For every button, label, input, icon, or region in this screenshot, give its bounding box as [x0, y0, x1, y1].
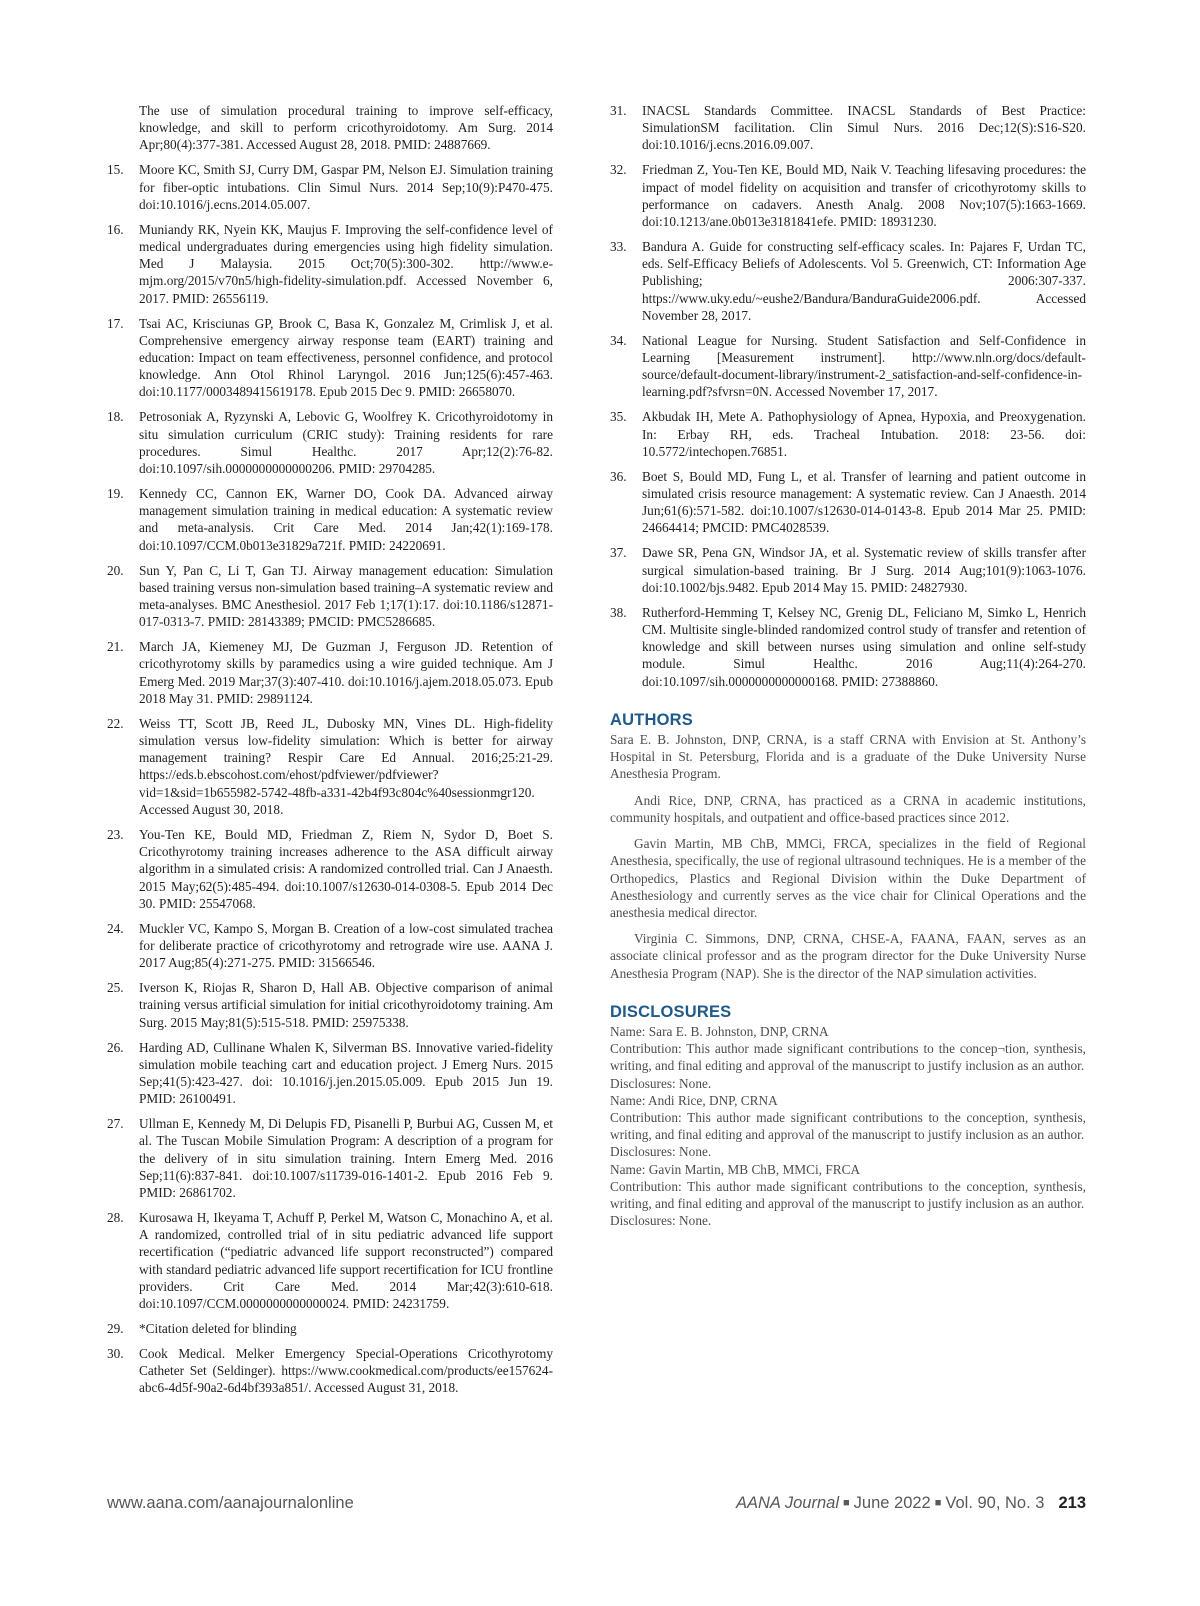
disclosure-contribution: Contribution: This author made significant contributions to the concep¬tion, synthesis, writing, and final editing and approval of the manuscript to justify inclusion as an author.: [610, 1041, 1086, 1074]
disclosure-contribution: Contribution: This author made significant contributions to the conception, synthesis, writing, and final editing and approval of the manuscript to justify inclusion as an author.: [610, 1178, 1086, 1211]
reference-item: [107, 161, 553, 213]
reference-text: Rutherford-Hemming T, Kelsey NC, Grenig DL, Feliciano M, Simko L, Henrich CM. Multisite single-blinded randomized control study of transfer and retention of knowledge and skill between nurses using simulation and online self-study module. Simul Healthc. 2016 Aug;11(4):264-270. doi:10.1097/sih.0000000000000168. PMID: 27388860.: [642, 604, 1086, 689]
reference-list-right: [610, 102, 1086, 690]
reference-text: Kennedy CC, Cannon EK, Warner DO, Cook DA. Advanced airway management simulation training in medical education: A systematic review and meta-analysis. Crit Care Med. 2014 Jan;42(1):169-178. doi:10.1097/CCM.0b013e31829a721f. PMID: 24220691.: [139, 486, 553, 553]
reference-continuation: The use of simulation procedural training to improve self-efficacy, knowledge, and skill to perform cricothyroidotomy. Am Surg. 2014 Apr;80(4):377-381. Accessed August 28, 2018. PMID: 24887669.: [139, 103, 553, 153]
reference-text: Muniandy RK, Nyein KK, Maujus F. Improving the self-confidence level of medical undergraduates during emergencies using high fidelity simulation. Med J Malaysia. 2015 Oct;70(5):300-302. http://www.e-mjm.org/2015/v70n5/high-fidelity-simulation.pdf. Accessed November 6, 2017. PMID: 26556119.: [139, 221, 553, 306]
disclosure-name: Name: Gavin Martin, MB ChB, MMCi, FRCA: [610, 1161, 861, 1177]
reference-text: Friedman Z, You-Ten KE, Bould MD, Naik V. Teaching lifesaving procedures: the impact of model fidelity on acquisition and transfer of cricothyrotomy skills to performance on cadavers. Anesth Analg. 2008 Nov;107(5):1663-1669. doi:10.1213/ane.0b013e3181841efe. PMID: 18931230.: [642, 162, 1086, 230]
reference-number: 32.: [610, 162, 627, 178]
author-bio: Sara E. B. Johnston, DNP, CRNA, is a staff CRNA with Envision at St. Anthony’s Hospital in St. Petersburg, Florida and is a graduate of the Duke University Nurse Anesthesia Program.: [610, 732, 1086, 782]
reference-item: [107, 221, 553, 307]
disclosure-name: Name: Andi Rice, DNP, CRNA: [610, 1092, 778, 1108]
reference-item: [107, 1039, 553, 1108]
reference-item: [610, 544, 1086, 596]
reference-item: [610, 161, 1086, 230]
reference-text: Weiss TT, Scott JB, Reed JL, Dubosky MN, Vines DL. High-fidelity simulation versus low-fidelity simulation: Which is better for airway management training? Respir Care Ed Annual. 2016;25:21-29. https://eds.b.ebscohost.com/ehost/pdfviewer/pdfviewer?vid=1&sid=1b655982-5742-48fb-a331-42b4f93c804c%40sessionmgr120. Accessed August 30, 2018.: [139, 715, 553, 817]
reference-item: [107, 920, 553, 972]
reference-number: 23.: [107, 826, 124, 842]
reference-item: [610, 468, 1086, 537]
issue-date: June 2022: [853, 1494, 931, 1512]
reference-text: Harding AD, Cullinane Whalen K, Silverman BS. Innovative varied-fidelity simulation mobile teaching cart and education project. J Emerg Nurs. 2015 Sep;41(5):423-427. doi: 10.1016/j.jen.2015.05.009. Epub 2015 Jun 19. PMID: 26100491.: [139, 1039, 553, 1107]
reference-number: 24.: [107, 920, 124, 936]
author-bio: Gavin Martin, MB ChB, MMCi, FRCA, specializes in the field of Regional Anesthesia, specifically, the use of regional ultrasound techniques. He is a member of the Orthopedics, Plastics and Regional Division within the Duke Department of Anesthesiology and currently serves as the vice chair for Clinical Operations and the anesthesia medical director.: [610, 836, 1086, 920]
reference-text: Ullman E, Kennedy M, Di Delupis FD, Pisanelli P, Burbui AG, Cussen M, et al. The Tuscan Mobile Simulation Program: A description of a program for the delivery of in situ simulation training. Intern Emerg Med. 2016 Sep;11(6):837-841. doi:10.1007/s11739-016-1401-2. Epub 2016 Feb 9. PMID: 26861702.: [139, 1116, 553, 1200]
reference-number: 18.: [107, 409, 124, 425]
reference-number: 27.: [107, 1116, 124, 1132]
reference-text: Petrosoniak A, Ryzynski A, Lebovic G, Woolfrey K. Cricothyroidotomy in situ simulation curriculum (CRIC study): Training residents for rare procedures. Simul Healthc. 2017 Apr;12(2):76-82. doi:10.1097/sih.0000000000000206. PMID: 29704285.: [139, 409, 553, 477]
reference-text: Cook Medical. Melker Emergency Special-Operations Cricothyrotomy Catheter Set (Seldinger). https://www.cookmedical.com/products/ee157624-abc6-4d5f-90a2-6d4bf393a851/. Accessed August 31, 2018.: [139, 1345, 553, 1396]
reference-item: [107, 638, 553, 707]
reference-text: Kurosawa H, Ikeyama T, Achuff P, Perkel M, Watson C, Monachino A, et al. A randomized, controlled trial of in situ pediatric advanced life support recertification (“pediatric advanced life support reconstructed”) compared with standard pediatric advanced life support recertification for ICU frontline providers. Crit Care Med. 2014 Mar;42(3):610-618. doi:10.1097/CCM.0000000000000024. PMID: 24231759.: [139, 1209, 553, 1311]
reference-item: [107, 715, 553, 818]
disclosure-status: Disclosures: None.: [610, 1213, 712, 1229]
footer-citation: [736, 1494, 1086, 1513]
reference-text: Dawe SR, Pena GN, Windsor JA, et al. Systematic review of skills transfer after surgical simulation-based training. Br J Surg. 2014 Aug;101(9):1063-1076. doi:10.1002/bjs.9482. Epub 2014 May 15. PMID: 24827930.: [642, 545, 1086, 595]
reference-text: Muckler VC, Kampo S, Morgan B. Creation of a low-cost simulated trachea for deliberate practice of cricothyrotomy and retrograde wire use. AANA J. 2017 Aug;85(4):271-275. PMID: 31566546.: [139, 920, 553, 971]
reference-item: [107, 485, 553, 554]
reference-text: Akbudak IH, Mete A. Pathophysiology of Apnea, Hypoxia, and Preoxygenation. In: Erbay RH, eds. Tracheal Intubation. 2018: 23-56. doi: 10.5772/intechopen.76851.: [642, 409, 1086, 459]
disclosure-status: Disclosures: None.: [610, 1144, 712, 1160]
reference-item: [107, 1115, 553, 1201]
reference-number: 19.: [107, 486, 124, 502]
reference-text: INACSL Standards Committee. INACSL Standards of Best Practice: SimulationSM facilitation. Clin Simul Nurs. 2016 Dec;12(S):S16-S20. doi:10.1016/j.ecns.2016.09.007.: [642, 103, 1086, 153]
reference-text: Bandura A. Guide for constructing self-efficacy scales. In: Pajares F, Urdan TC, eds. Self-Efficacy Beliefs of Adolescents. Vol 5. Greenwich, CT: Information Age Publishing; 2006:307-337. https://www.uky.edu/~eushe2/Bandura/BanduraGuide2006.pdf. Accessed November 28, 2017.: [642, 239, 1086, 323]
reference-text: Sun Y, Pan C, Li T, Gan TJ. Airway management education: Simulation based training versus non-simulation based training–A systematic review and meta-analyses. BMC Anesthesiol. 2017 Feb 1;17(1):17. doi:10.1186/s12871-017-0313-7. PMID: 28143389; PMCID: PMC5286685.: [139, 562, 553, 630]
reference-number: 20.: [107, 562, 124, 578]
reference-item: [107, 1320, 553, 1337]
reference-number: 35.: [610, 409, 627, 425]
reference-number: 21.: [107, 639, 124, 655]
reference-number: 33.: [610, 239, 627, 255]
reference-number: 37.: [610, 545, 627, 561]
disclosure-contribution: Contribution: This author made significant contributions to the conception, synthesis, writing, and final editing and approval of the manuscript to justify inclusion as an author.: [610, 1109, 1086, 1143]
reference-text: National League for Nursing. Student Satisfaction and Self-Confidence in Learning [Measurement instrument]. http://www.nln.org/docs/default-source/default-document-library/instrument-2_satisfaction-and-self-confidence-in-learning.pdf?sfvrsn=0N. Accessed November 17, 2017.: [642, 332, 1086, 400]
reference-list-left: [107, 161, 553, 1396]
reference-number: 31.: [610, 103, 627, 118]
reference-text: You-Ten KE, Bould MD, Friedman Z, Riem N, Sydor D, Boet S. Cricothyrotomy training increases adherence to the ASA difficult airway algorithm in a simulated crisis: A randomized controlled trial. Can J Anaesth. 2015 May;62(5):485-494. doi:10.1007/s12630-014-0308-5. Epub 2014 Dec 30. PMID: 25547068.: [139, 826, 553, 911]
reference-number: 30.: [107, 1345, 124, 1361]
reference-item: [107, 408, 553, 477]
right-column: [610, 102, 1086, 1229]
reference-item: [107, 562, 553, 631]
reference-number: 22.: [107, 715, 124, 731]
reference-number: 25.: [107, 980, 124, 996]
reference-number: 36.: [610, 468, 627, 484]
reference-item: [610, 102, 1086, 154]
reference-number: 17.: [107, 315, 124, 331]
footer-url[interactable]: www.aana.com/aanajournalonline: [107, 1494, 354, 1512]
reference-item: [107, 826, 553, 912]
reference-number: 16.: [107, 221, 124, 237]
disclosure-name: Name: Sara E. B. Johnston, DNP, CRNA: [610, 1023, 829, 1039]
left-column: [107, 102, 553, 1404]
reference-item: [610, 238, 1086, 324]
volume-issue: Vol. 90, No. 3: [945, 1494, 1045, 1512]
reference-item: [610, 332, 1086, 401]
author-bio: Virginia C. Simmons, DNP, CRNA, CHSE-A, FAANA, FAAN, serves as an associate clinical professor and as the program director for the Duke University Nurse Anesthesia Program (NAP). She is the director of the NAP simulation activities.: [610, 931, 1086, 981]
separator-square-icon: ■: [843, 1497, 850, 1509]
author-bio: Andi Rice, DNP, CRNA, has practiced as a CRNA in academic institutions, community hospitals, and outpatient and office-based practices since 2012.: [610, 792, 1086, 825]
reference-text: Boet S, Bould MD, Fung L, et al. Transfer of learning and patient outcome in simulated crisis resource management: A systematic review. Can J Anaesth. 2014 Jun;61(6):571-582. doi:10.1007/s12630-014-0143-8. Epub 2014 Mar 25. PMID: 24664414; PMCID: PMC4028539.: [642, 468, 1086, 536]
reference-text: March JA, Kiemeney MJ, De Guzman J, Ferguson JD. Retention of cricothyrotomy skills by paramedics using a wire guided technique. Am J Emerg Med. 2019 Mar;37(3):407-410. doi:10.1016/j.ajem.2018.05.073. Epub 2018 May 31. PMID: 29891124.: [139, 639, 553, 706]
separator-square-icon: ■: [934, 1497, 942, 1509]
authors-heading: AUTHORS: [610, 710, 693, 729]
disclosures-heading: DISCLOSURES: [610, 1002, 732, 1021]
reference-text: Iverson K, Riojas R, Sharon D, Hall AB. Objective comparison of animal training versus artificial simulation for initial cricothyroidotomy training. Am Surg. 2015 May;81(5):515-518. PMID: 25975338.: [139, 980, 553, 1030]
reference-item: [107, 315, 553, 401]
reference-item: [107, 1209, 553, 1312]
reference-number: 38.: [610, 604, 627, 620]
reference-text: Tsai AC, Krisciunas GP, Brook C, Basa K, Gonzalez M, Crimlisk J, et al. Comprehensive emergency airway response team (EART) training and education: Impact on team effectiveness, personnel confidence, and protocol knowledge. Ann Otol Rhinol Laryngol. 2016 Jun;125(6):457-463. doi:10.1177/0003489415619178. Epub 2015 Dec 9. PMID: 26658070.: [139, 315, 553, 400]
reference-text: *Citation deleted for blinding: [139, 1320, 297, 1336]
reference-item: [610, 604, 1086, 690]
reference-number: 28.: [107, 1209, 124, 1225]
reference-number: 15.: [107, 162, 124, 178]
reference-item: [107, 979, 553, 1031]
reference-text: Moore KC, Smith SJ, Curry DM, Gaspar PM, Nelson EJ. Simulation training for fiber-optic intubations. Clin Simul Nurs. 2014 Sep;10(9):P470-475. doi:10.1016/j.ecns.2014.05.007.: [139, 162, 553, 212]
reference-number: 29.: [107, 1320, 124, 1336]
reference-number: 26.: [107, 1039, 124, 1055]
journal-name: AANA Journal: [735, 1494, 839, 1512]
reference-item: [610, 408, 1086, 460]
reference-number: 34.: [610, 332, 627, 348]
page-number: 213: [1058, 1494, 1086, 1512]
disclosure-status: Disclosures: None.: [610, 1075, 712, 1091]
reference-item: [107, 1345, 553, 1397]
